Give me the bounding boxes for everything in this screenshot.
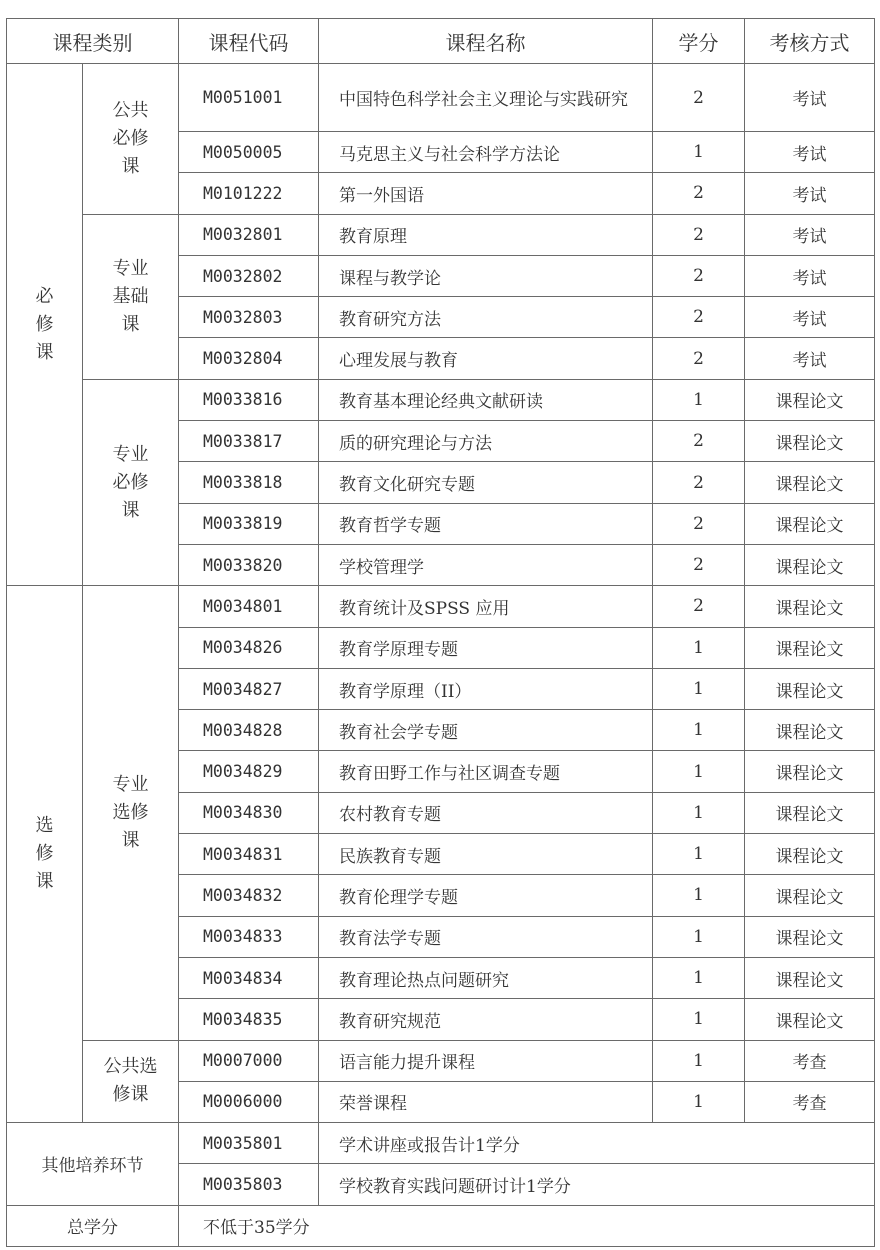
header-exam: 考核方式 — [745, 19, 875, 64]
course-code: M0033816 — [179, 379, 319, 420]
category-label: 选修课 — [35, 815, 54, 893]
subcategory-label: 公共选修课 — [103, 1056, 158, 1106]
course-name: 教育基本理论经典文献研读 — [319, 379, 653, 420]
course-credit: 1 — [653, 792, 745, 833]
course-row — [7, 379, 875, 420]
course-credit: 1 — [653, 1040, 745, 1081]
course-credit: 2 — [653, 338, 745, 379]
course-code: M0032802 — [179, 255, 319, 296]
course-exam: 考试 — [745, 214, 875, 255]
course-code: M0034801 — [179, 586, 319, 627]
course-name: 农村教育专题 — [319, 792, 653, 833]
subcategory-label: 专业必修课 — [112, 443, 149, 521]
course-name: 中国特色科学社会主义理论与实践研究 — [319, 64, 653, 132]
course-exam: 课程论文 — [745, 999, 875, 1040]
course-name: 教育研究方法 — [319, 297, 653, 338]
course-code: M0033818 — [179, 462, 319, 503]
subcategory-public_elective — [83, 1040, 179, 1123]
course-credit: 1 — [653, 875, 745, 916]
course-code: M0032801 — [179, 214, 319, 255]
subcategory-label: 专业基础课 — [112, 257, 149, 335]
course-code: M0032803 — [179, 297, 319, 338]
other-text: 学校教育实践问题研讨计1学分 — [319, 1164, 875, 1205]
course-name: 教育学原理专题 — [319, 627, 653, 668]
course-exam: 课程论文 — [745, 875, 875, 916]
course-name: 语言能力提升课程 — [319, 1040, 653, 1081]
course-code: M0034827 — [179, 668, 319, 709]
header-code: 课程代码 — [179, 19, 319, 64]
course-name: 教育文化研究专题 — [319, 462, 653, 503]
course-exam: 课程论文 — [745, 751, 875, 792]
course-code: M0034829 — [179, 751, 319, 792]
course-credit: 2 — [653, 586, 745, 627]
course-code: M0034831 — [179, 834, 319, 875]
course-credit: 1 — [653, 834, 745, 875]
course-exam: 课程论文 — [745, 421, 875, 462]
course-exam: 考试 — [745, 64, 875, 132]
course-exam: 考试 — [745, 173, 875, 214]
course-code: M0034834 — [179, 957, 319, 998]
course-exam: 课程论文 — [745, 544, 875, 585]
course-name: 教育理论热点问题研究 — [319, 957, 653, 998]
subcategory-label: 公共必修课 — [112, 99, 149, 177]
course-name: 教育哲学专题 — [319, 503, 653, 544]
course-name: 教育统计及SPSS 应用 — [319, 586, 653, 627]
course-name: 第一外国语 — [319, 173, 653, 214]
header-credit: 学分 — [653, 19, 745, 64]
course-credit: 1 — [653, 668, 745, 709]
course-name: 教育原理 — [319, 214, 653, 255]
course-credit: 1 — [653, 957, 745, 998]
course-name: 教育田野工作与社区调查专题 — [319, 751, 653, 792]
course-row — [7, 64, 875, 132]
course-code: M0032804 — [179, 338, 319, 379]
course-code: M0033820 — [179, 544, 319, 585]
course-code: M0007000 — [179, 1040, 319, 1081]
course-exam: 课程论文 — [745, 627, 875, 668]
course-exam: 课程论文 — [745, 586, 875, 627]
course-credit: 1 — [653, 379, 745, 420]
course-row — [7, 586, 875, 627]
course-credit: 2 — [653, 544, 745, 585]
category-label: 必修课 — [35, 285, 54, 363]
course-credit: 1 — [653, 999, 745, 1040]
course-credit: 1 — [653, 751, 745, 792]
header-row — [7, 19, 875, 64]
subcategory-major_required — [83, 379, 179, 585]
subcategory-major_basic — [83, 214, 179, 379]
course-name: 教育研究规范 — [319, 999, 653, 1040]
course-credit: 2 — [653, 214, 745, 255]
course-code: M0101222 — [179, 173, 319, 214]
course-exam: 课程论文 — [745, 668, 875, 709]
course-exam: 课程论文 — [745, 792, 875, 833]
course-code: M0034826 — [179, 627, 319, 668]
course-exam: 课程论文 — [745, 710, 875, 751]
course-row — [7, 1040, 875, 1081]
course-code: M0050005 — [179, 132, 319, 173]
category-elective — [7, 586, 83, 1123]
course-credit: 2 — [653, 255, 745, 296]
course-exam: 课程论文 — [745, 916, 875, 957]
course-code: M0034828 — [179, 710, 319, 751]
total-label: 总学分 — [7, 1205, 179, 1246]
course-code: M0034833 — [179, 916, 319, 957]
course-exam: 考试 — [745, 297, 875, 338]
course-exam: 课程论文 — [745, 462, 875, 503]
course-name: 民族教育专题 — [319, 834, 653, 875]
course-exam: 考试 — [745, 338, 875, 379]
course-code: M0034835 — [179, 999, 319, 1040]
course-exam: 考试 — [745, 255, 875, 296]
course-name: 教育伦理学专题 — [319, 875, 653, 916]
other-row — [7, 1123, 875, 1164]
subcategory-label: 专业选修课 — [112, 773, 149, 851]
course-code: M0051001 — [179, 64, 319, 132]
course-credit: 1 — [653, 1081, 745, 1122]
course-name: 教育学原理（II） — [319, 668, 653, 709]
category-required — [7, 64, 83, 586]
course-exam: 课程论文 — [745, 379, 875, 420]
course-code: M0034830 — [179, 792, 319, 833]
course-credit: 2 — [653, 503, 745, 544]
course-name: 教育社会学专题 — [319, 710, 653, 751]
course-exam: 考试 — [745, 132, 875, 173]
other-text: 学术讲座或报告计1学分 — [319, 1123, 875, 1164]
course-credit: 1 — [653, 132, 745, 173]
course-credit: 2 — [653, 462, 745, 503]
other-code: M0035803 — [179, 1164, 319, 1205]
total-row — [7, 1205, 875, 1246]
course-exam: 考查 — [745, 1081, 875, 1122]
course-code: M0033817 — [179, 421, 319, 462]
course-credit: 1 — [653, 710, 745, 751]
course-code: M0034832 — [179, 875, 319, 916]
course-name: 马克思主义与社会科学方法论 — [319, 132, 653, 173]
course-table — [6, 18, 875, 1247]
course-exam: 课程论文 — [745, 503, 875, 544]
course-name: 教育法学专题 — [319, 916, 653, 957]
course-name: 心理发展与教育 — [319, 338, 653, 379]
other-code: M0035801 — [179, 1123, 319, 1164]
course-exam: 考查 — [745, 1040, 875, 1081]
course-credit: 2 — [653, 297, 745, 338]
course-name: 荣誉课程 — [319, 1081, 653, 1122]
course-credit: 2 — [653, 421, 745, 462]
course-row — [7, 214, 875, 255]
course-credit: 2 — [653, 173, 745, 214]
course-credit: 2 — [653, 64, 745, 132]
course-exam: 课程论文 — [745, 957, 875, 998]
course-name: 课程与教学论 — [319, 255, 653, 296]
total-value: 不低于35学分 — [179, 1205, 875, 1246]
subcategory-major_elective — [83, 586, 179, 1040]
course-name: 质的研究理论与方法 — [319, 421, 653, 462]
course-credit: 1 — [653, 627, 745, 668]
header-category: 课程类别 — [7, 19, 179, 64]
course-code: M0033819 — [179, 503, 319, 544]
course-credit: 1 — [653, 916, 745, 957]
category-other: 其他培养环节 — [7, 1123, 179, 1206]
header-name: 课程名称 — [319, 19, 653, 64]
course-code: M0006000 — [179, 1081, 319, 1122]
course-name: 学校管理学 — [319, 544, 653, 585]
subcategory-public_required — [83, 64, 179, 215]
course-exam: 课程论文 — [745, 834, 875, 875]
